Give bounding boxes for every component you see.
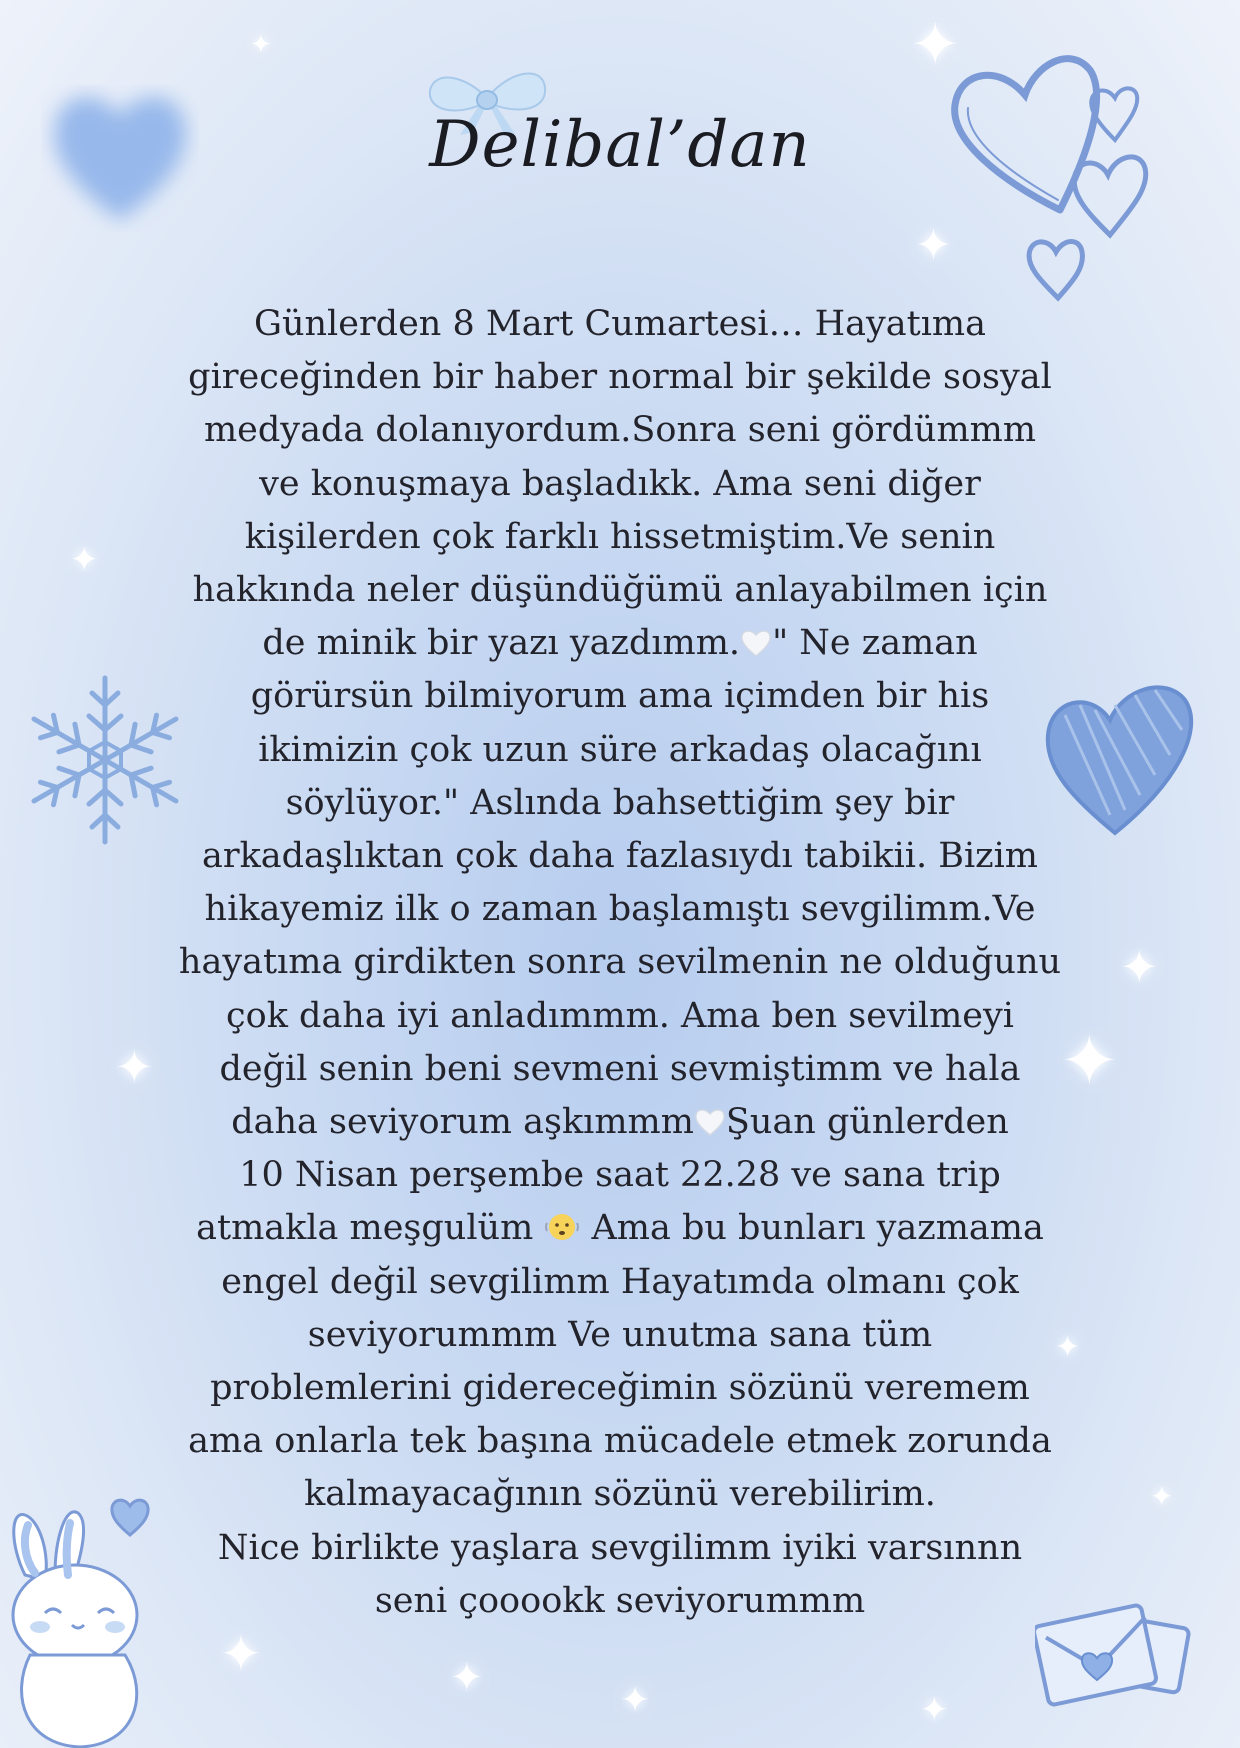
sparkle-icon: ✦ — [920, 1690, 949, 1730]
letter-line: arkadaşlıktan çok daha fazlasıydı tabikii. Bizim — [201, 836, 1038, 877]
letter-line — [140, 617, 1100, 670]
sparkle-icon: ✦ — [1060, 1020, 1119, 1102]
letter-line: çok daha iyi anladımmm. Ama ben sevilmeyi — [226, 995, 1014, 1036]
letter-title: Delibal’dan — [429, 108, 811, 182]
letter-line: ve konuşmaya başladıkk. Ama seni diğer — [259, 463, 981, 504]
letter-line — [140, 1202, 1100, 1255]
sparkle-icon: ✦ — [220, 1625, 262, 1683]
shaking-face-icon — [544, 1209, 580, 1245]
sparkle-icon: ✦ — [450, 1655, 484, 1701]
letter-line: gireceğinden bir haber normal bir şekilde sosyal — [188, 357, 1052, 398]
sparkle-icon: ✦ — [70, 540, 99, 580]
white-heart-icon — [740, 628, 772, 658]
sparkle-icon: ✦ — [915, 220, 952, 271]
letter-text: daha seviyorum aşkımmm — [231, 1102, 694, 1143]
letter-line: kalmayacağının sözünü verebilirim. — [304, 1474, 936, 1515]
letter-line: seni çooookk seviyorummm — [374, 1580, 866, 1621]
letter-text: atmakla meşgulüm — [196, 1208, 545, 1249]
letter-line: Nice birlikte yaşlara sevgilimm iyiki varsınnn — [217, 1527, 1023, 1568]
letter-line: Günlerden 8 Mart Cumartesi… Hayatıma — [254, 304, 986, 344]
letter-line: problemlerini gidereceğimin sözünü veremem — [210, 1368, 1030, 1409]
letter-line: söylüyor." Aslında bahsettiğim şey bir — [285, 782, 955, 823]
sparkle-icon: ✦ — [620, 1680, 651, 1721]
letter-line: hakkında neler düşündüğümü anlayabilmen için — [192, 570, 1048, 611]
sparkle-icon: ✦ — [115, 1040, 154, 1094]
letter-line: 10 Nisan perşembe saat 22.28 ve sana trip — [239, 1155, 1001, 1196]
letter-body — [140, 298, 1100, 1628]
letter-line: görürsün bilmiyorum ama içimden bir his — [250, 676, 990, 717]
sparkle-icon: ✦ — [250, 30, 272, 60]
letter-line: ama onlarla tek başına mücadele etmek zorunda — [188, 1421, 1052, 1462]
letter-line: ikimizin çok uzun süre arkadaş olacağını — [258, 729, 982, 770]
sparkle-icon: ✦ — [1120, 940, 1159, 994]
sparkle-icon: ✦ — [1150, 1480, 1174, 1513]
letter-line: medyada dolanıyordum.Sonra seni gördümmm — [203, 410, 1037, 451]
letter-line — [140, 1096, 1100, 1149]
letter-text: Ama bu bunları yazmama — [580, 1208, 1044, 1249]
sparkle-icon: ✦ — [1055, 1330, 1081, 1365]
sparkle-icon: ✦ — [910, 10, 961, 80]
letter-line: hayatıma girdikten sonra sevilmenin ne olduğunu — [178, 942, 1062, 983]
letter-text: de minik bir yazı yazdımm. — [262, 623, 741, 664]
letter-line: hikayemiz ilk o zaman başlamıştı sevgilimm.Ve — [204, 889, 1036, 930]
letter-line: kişilerden çok farklı hissetmiştim.Ve senin — [244, 516, 996, 557]
letter-line: değil senin beni sevmeni sevmiştimm ve hala — [219, 1048, 1021, 1089]
letter-line: engel değil sevgilimm Hayatımda olmanı çok — [221, 1261, 1019, 1302]
white-heart-icon — [694, 1107, 726, 1137]
letter-text: " Ne zaman — [772, 623, 978, 664]
letter-line: seviyorummm Ve unutma sana tüm — [307, 1314, 933, 1355]
letter-text: Şuan günlerden — [725, 1102, 1009, 1143]
hearts-cluster-icon — [940, 50, 1200, 310]
